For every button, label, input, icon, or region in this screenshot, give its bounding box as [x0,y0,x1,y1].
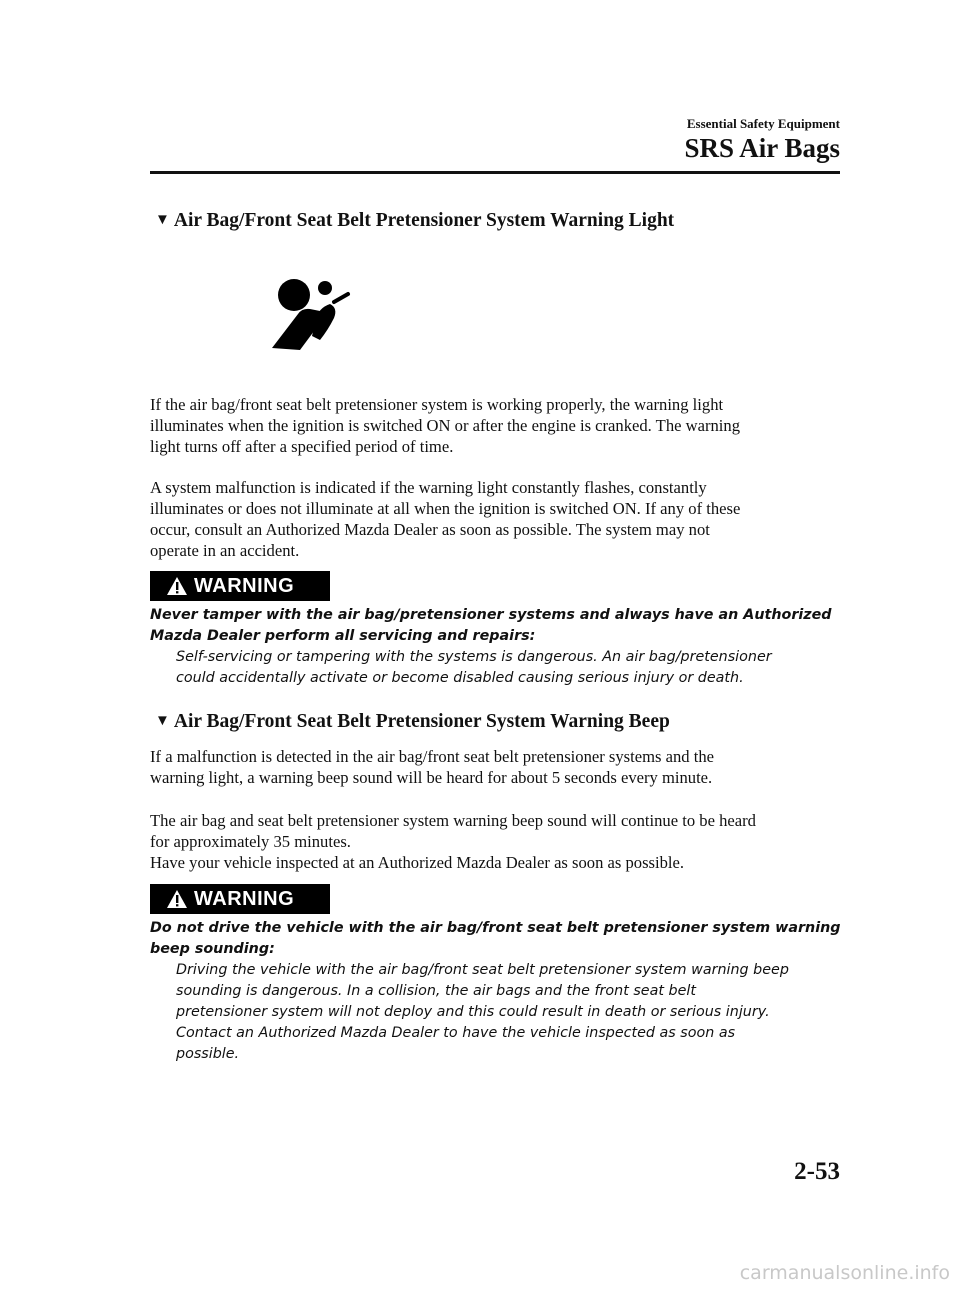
warning-bold-line: Do not drive the vehicle with the air bag/front seat belt pretensioner system warning [150,920,841,936]
text-line: light turns off after a specified period of time. [150,437,454,456]
warning-label: WARNING [194,888,295,910]
section-heading-text: Air Bag/Front Seat Belt Pretensioner System Warning Beep [173,711,670,732]
warning-body-line: Contact an Authorized Mazda Dealer to have the vehicle inspected as soon as [176,1025,736,1041]
header-rule [150,171,840,174]
page-number: 2-53 [794,1158,840,1185]
section-title: SRS Air Bags [684,133,840,163]
text-line: If the air bag/front seat belt pretensioner system is working properly, the warning light [150,395,724,414]
warning-label: WARNING [194,575,295,597]
text-line: warning light, a warning beep sound will be heard for about 5 seconds every minute. [150,768,713,787]
paragraph-normal-operation [150,394,840,457]
warning-bold-line: beep sounding: [150,941,275,957]
warning-bold-line: Never tamper with the air bag/pretensioner systems and always have an Authorized [150,607,832,623]
text-line: for approximately 35 minutes. [150,832,351,851]
warning-body-line: Self-servicing or tampering with the systems is dangerous. An air bag/pretensioner [176,649,772,665]
warning-body-line: Driving the vehicle with the air bag/front seat belt pretensioner system warning beep [176,962,789,978]
section-heading-warning-beep [155,711,670,733]
warning-triangle-icon [166,576,188,596]
text-line: The air bag and seat belt pretensioner system warning beep sound will continue to be heard [150,811,756,830]
text-line: illuminates or does not illuminate at all when the ignition is switched ON. If any of these [150,499,741,518]
warning-badge [150,884,330,914]
warning-badge [150,571,330,601]
text-line: If a malfunction is detected in the air bag/front seat belt pretensioner systems and the [150,747,715,766]
text-line: Have your vehicle inspected at an Authorized Mazda Dealer as soon as possible. [150,853,685,872]
section-heading-text: Air Bag/Front Seat Belt Pretensioner System Warning Light [173,210,675,231]
warning-bold-line: Mazda Dealer perform all servicing and repairs: [150,628,536,644]
paragraph-beep-malfunction [150,746,840,788]
warning-body-line: possible. [176,1046,240,1062]
text-line: illuminates when the ignition is switched ON or after the engine is cranked. The warning [150,416,741,435]
warning-text [150,918,850,1065]
paragraph-beep-duration [150,810,840,873]
warning-triangle-icon [166,889,188,909]
warning-body-line: could accidentally activate or become disabled causing serious injury or death. [176,670,744,686]
watermark: carmanualsonline.info [739,1262,950,1284]
text-line: operate in an accident. [150,541,300,560]
warning-body-line: sounding is dangerous. In a collision, the air bags and the front seat belt [176,983,696,999]
section-heading-warning-light [155,210,674,232]
warning-body-line: pretensioner system will not deploy and this could result in death or serious injury. [176,1004,770,1020]
airbag-warning-icon [268,268,352,352]
text-line: A system malfunction is indicated if the warning light constantly flashes, constantly [150,478,707,497]
chapter-title: Essential Safety Equipment [686,116,840,131]
triangle-down-icon: ▼ [155,212,170,228]
paragraph-malfunction [150,477,840,561]
text-line: occur, consult an Authorized Mazda Dealer as soon as possible. The system may not [150,520,710,539]
triangle-down-icon: ▼ [155,713,170,729]
warning-text [150,605,850,689]
